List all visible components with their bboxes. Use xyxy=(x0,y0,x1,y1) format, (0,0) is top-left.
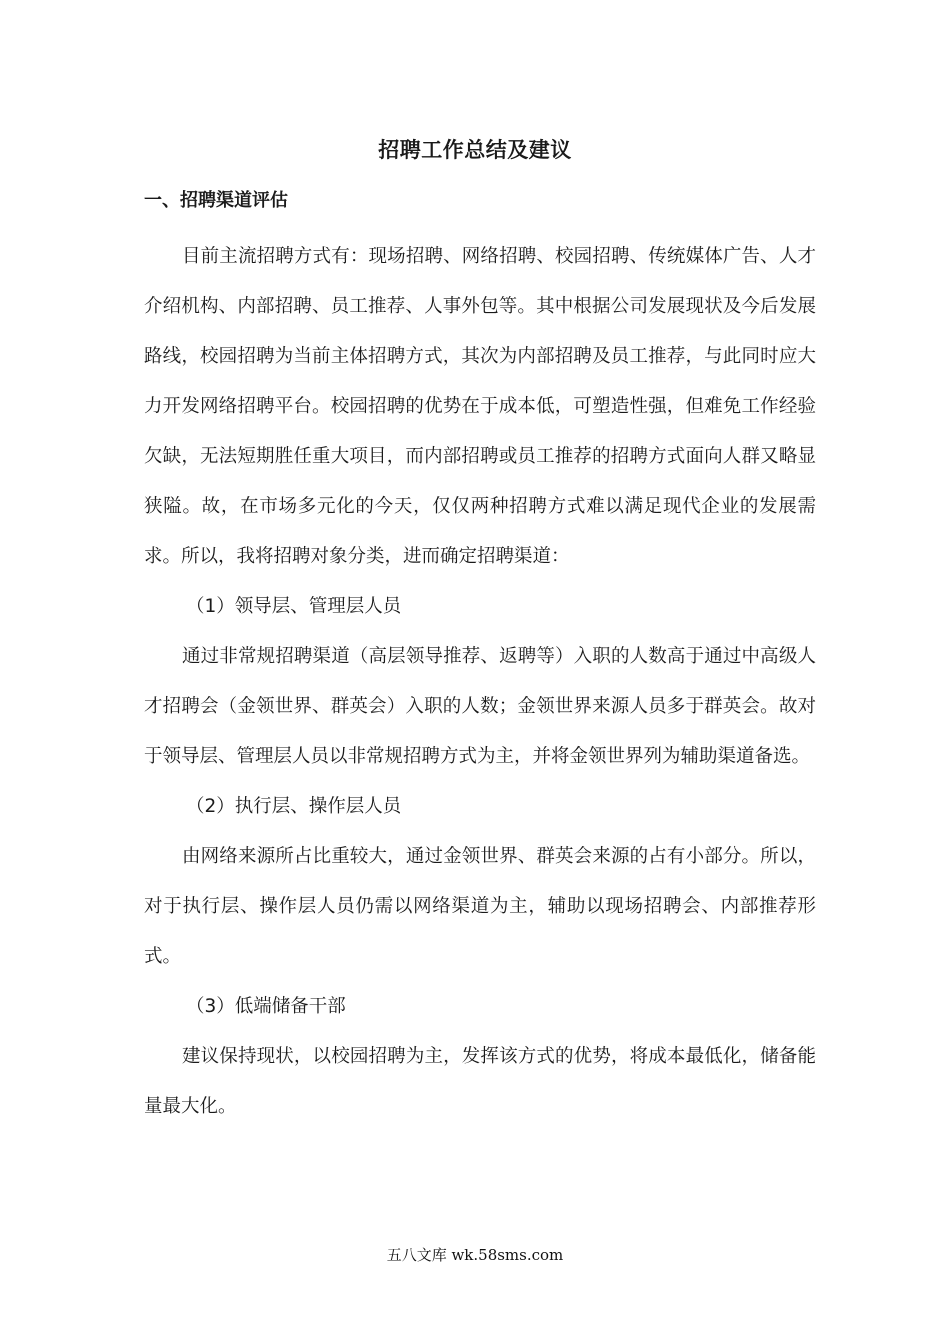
subheading-leadership: （1）领导层、管理层人员 xyxy=(186,596,402,617)
paragraph-execution: 由网络来源所占比重较大，通过金领世界、群英会来源的占有小部分。所以，对于执行层、操作层人员仍需以网络渠道为主，辅助以现场招聘会、内部推荐形式。 xyxy=(144,846,816,967)
paragraph-intro: 目前主流招聘方式有：现场招聘、网络招聘、校园招聘、传统媒体广告、人才介绍机构、内部招聘、员工推荐、人事外包等。其中根据公司发展现状及今后发展路线，校园招聘为当前主体招聘方式，其次为内部招聘及员工推荐，与此同时应大力开发网络招聘平台。校园招聘的优势在于成本低，可塑造性强，但难免工作经验欠缺，无法短期胜任重大项目，而内部招聘或员工推荐的招聘方式面向人群又略显狭隘。故，在市场多元化的今天，仅仅两种招聘方式难以满足现代企业的发展需求。所以，我将招聘对象分类，进而确定招聘渠道： xyxy=(144,246,816,567)
document-body xyxy=(144,232,816,1132)
document-title: 招聘工作总结及建议 xyxy=(378,138,572,162)
paragraph-reserve: 建议保持现状，以校园招聘为主，发挥该方式的优势，将成本最低化，储备能量最大化。 xyxy=(144,1046,816,1117)
section-heading: 一、招聘渠道评估 xyxy=(144,190,288,211)
paragraph-leadership: 通过非常规招聘渠道（高层领导推荐、返聘等）入职的人数高于通过中高级人才招聘会（金领世界、群英会）入职的人数；金领世界来源人员多于群英会。故对于领导层、管理层人员以非常规招聘方式为主，并将金领世界列为辅助渠道备选。 xyxy=(144,646,816,767)
subheading-reserve: （3）低端储备干部 xyxy=(186,996,346,1017)
footer-watermark: 五八文库 wk.58sms.com xyxy=(386,1246,564,1264)
subheading-execution: （2）执行层、操作层人员 xyxy=(186,796,402,817)
